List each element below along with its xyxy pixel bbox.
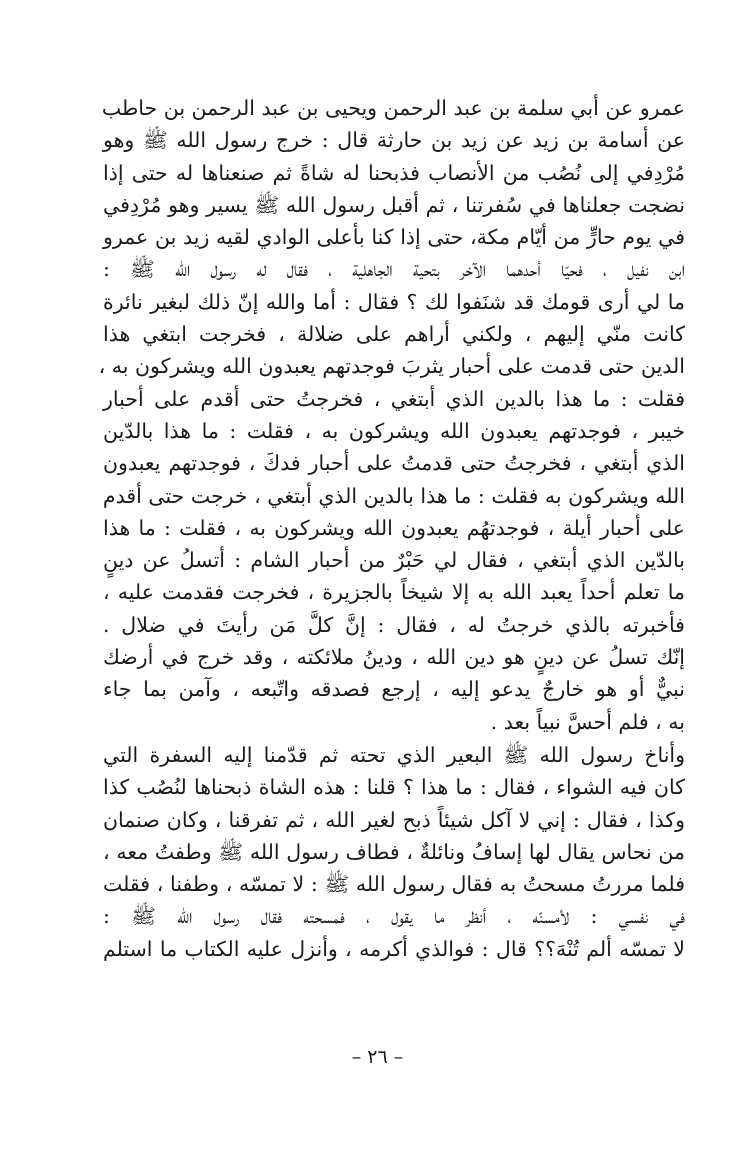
text-line: الله ويشركون به فقلت : ما هذا بالدين الذي أبتغي ، خرجت حتى أقدم [102, 483, 685, 508]
text-line: فقلت : ما هذا بالدين الذي أبتغي ، فخرجتُ حتى أقدم على أحبار [103, 386, 685, 411]
paragraph-2 [103, 745, 685, 971]
text-line: ما لي أرى قومك قد شنَفوا لك ؟ فقال : أما والله إنّ ذلك لبغير نائرة [103, 289, 685, 314]
page-number: – ٢٦ – [351, 1046, 404, 1068]
text-line: مُرْدِفي إلى نُصُب من الأنصاب فذبحنا له شاةً ثم صنعناها له حتى إذا [103, 160, 685, 185]
text-line: الذي أبتغي ، فخرجتُ حتى قدمتُ على أحبار فدكَ ، فوجدتهم يعبدون [103, 451, 685, 476]
text-line: كان فيه الشواء ، فقال : ما هذا ؟ قلنا : هذه الشاة ذبحناها لنُصُب كذا [103, 775, 685, 800]
text-line: في يوم حارٍّ من أيّام مكة، حتى إذا كنا بأعلى الوادي لقيه زيد بن عمرو [103, 225, 685, 250]
text-line: بالدّين الذي أبتغي ، فقال لي حَبْرٌ من أحبار الشام : أتسلُ عن دينٍ [103, 548, 685, 573]
text-line: عن أسامة بن زيد عن زيد بن حارثة قال : خرج رسول الله ﷺ وهو [103, 128, 685, 153]
text-line: ابن نفيل ، فحيّا أحدهما الآخر بتحية الجاهلية ، فقال له رسول الله ﷺ : [103, 257, 685, 282]
text-line: الدين حتى قدمت على أحبار يثربَ فوجدتهم يعبدون الله ويشركون به ، [98, 354, 685, 379]
text-line: من نحاس يقال لها إسافُ ونائلةٌ ، فطاف رسول الله ﷺ وطفتُ معه ، [103, 839, 685, 864]
text-line: فأخبرته بالذي خرجتُ له ، فقال : إنَّ كلَّ مَن رأيتَ في ضلال . [103, 612, 685, 637]
paragraph-1 [98, 96, 685, 744]
text-line: خيبر ، فوجدتهم يعبدون الله ويشركون به ، فقلت : ما هذا بالدّين [103, 418, 685, 443]
text-line: إنّك تسلُ عن دينٍ هو دين الله ، ودينُ ملائكته ، وقد خرج في أرضك [103, 645, 685, 670]
text-line: به ، فلم أحسَّ نبياً بعد . [490, 709, 685, 734]
text-line: فلما مررتُ مسحتُ به فقال رسول الله ﷺ : لا تمسّه ، وطفنا ، فقلت [103, 872, 685, 897]
text-line: وأناخ رسول الله ﷺ البعير الذي تحته ثم قدّمنا إليه السفرة التي [103, 743, 685, 767]
text-line: كانت منّي إليهم ، ولكني أراهم على ضلالة ، فخرجت ابتغي هذا [103, 322, 685, 347]
text-line: على أحبار أيلة ، فوجدتهُم يعبدون الله ويشركون به ، فقلت : ما هذا [103, 515, 685, 540]
text-line: في نفسي : لأمسنّه ، أنظر ما يقول ، فمسحته فقال رسول الله ﷺ : [103, 904, 685, 929]
text-line: نضجت جعلناها في سُفرتنا ، ثم أقبل رسول الله ﷺ يسير وهو مُرْدِفي [103, 192, 685, 217]
text-line: ما تعلم أحداً يعبد الله به إلا شيخاً بالجزيرة ، فخرجت فقدمت عليه ، [103, 580, 685, 605]
text-line: لا تمسّه ألم تُنْهَ؟؟ قال : فوالذي أكرمه ، وأنزل عليه الكتاب ما استلم [103, 936, 685, 961]
text-line: وكذا ، فقال : إني لا آكل شيئاً ذبح لغير الله ، ثم تفرقنا ، وكان صنمان [103, 807, 685, 832]
text-line: عمرو عن أبي سلمة بن عبد الرحمن ويحيى بن عبد الرحمن بن حاطب [101, 96, 685, 120]
text-line: نبيٌّ أو هو خارجٌ يدعو إليه ، إرجع فصدقه واتّبعه ، وآمن بما جاء [103, 677, 685, 702]
